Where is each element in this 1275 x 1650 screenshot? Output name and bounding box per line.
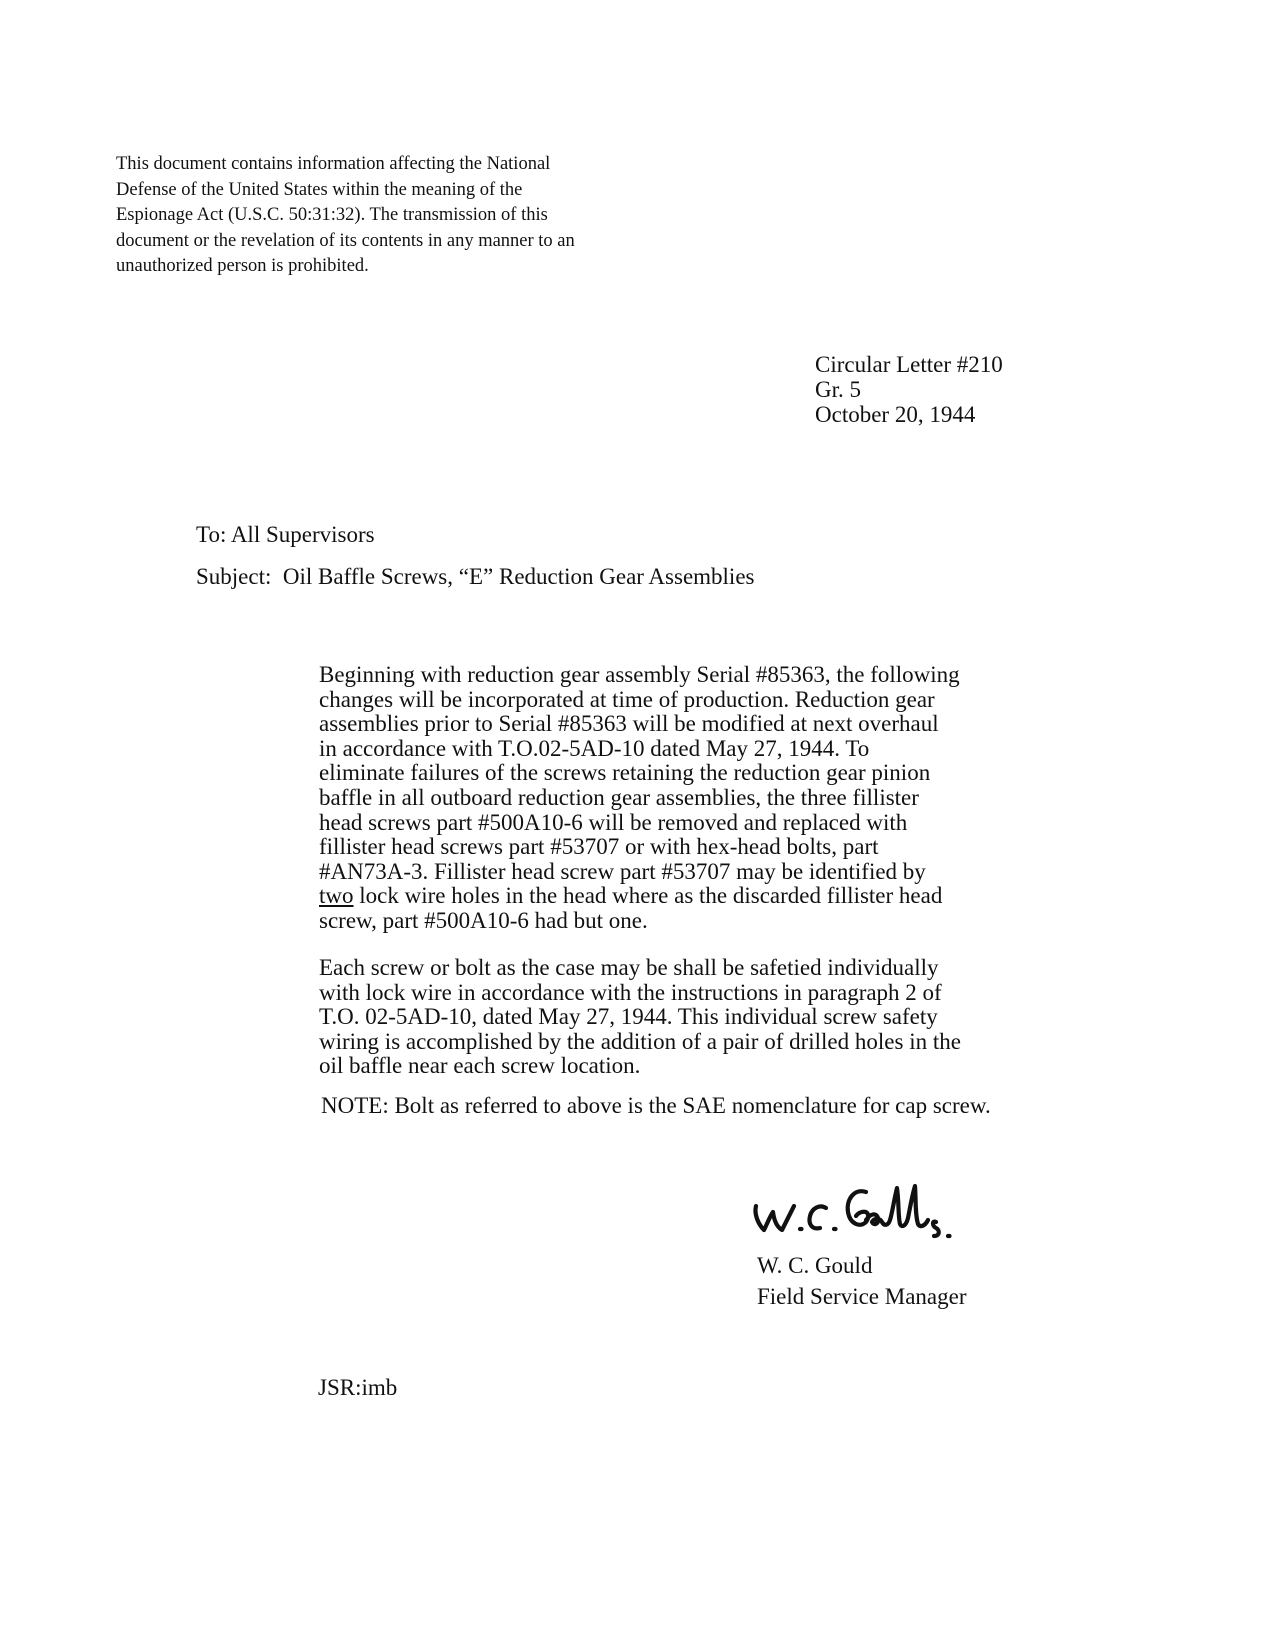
note-text: NOTE: Bolt as referred to above is the SAE nomenclature for cap screw. <box>321 1093 991 1118</box>
notice-line: document or the revelation of its contents in any manner to an <box>116 230 575 251</box>
paragraph-line: fillister head screws part #53707 or with hex-head bolts, part <box>319 834 879 860</box>
paragraph-line: Each screw or bolt as the case may be shall be safetied individually <box>319 955 939 980</box>
body-paragraph-1 <box>319 663 960 934</box>
notice-line: unauthorized person is prohibited. <box>116 256 369 276</box>
reference-block <box>815 352 1003 427</box>
notice-line: This document contains information affecting the National <box>116 154 551 174</box>
security-notice <box>116 152 636 280</box>
typist-initials: JSR:imb <box>318 1375 398 1400</box>
signer-title: Field Service Manager <box>757 1284 967 1309</box>
paragraph-line <box>319 884 960 909</box>
paragraph-line: baffle in all outboard reduction gear assemblies, the three fillister <box>319 784 919 810</box>
underlined-word: two <box>319 883 354 909</box>
circular-letter-number: Circular Letter #210 <box>815 352 1003 377</box>
paragraph-line: oil baffle near each screw location. <box>319 1053 641 1079</box>
paragraph-line: changes will be incorporated at time of production. Reduction gear <box>319 686 935 712</box>
paragraph-line: Beginning with reduction gear assembly Serial #85363, the following <box>319 662 960 687</box>
letter-date: October 20, 1944 <box>815 402 976 427</box>
handwritten-signature <box>748 1178 978 1248</box>
subject-line <box>196 563 754 591</box>
paragraph-line: assemblies prior to Serial #85363 will be modified at next overhaul <box>319 711 939 737</box>
paragraph-line: in accordance with T.O.02-5AD-10 dated May 27, 1944. To <box>319 735 870 761</box>
to-line: To: All Supervisors <box>196 522 375 547</box>
body-paragraph-2 <box>319 956 961 1079</box>
paragraph-line: T.O. 02-5AD-10, dated May 27, 1944. This individual screw safety <box>319 1004 938 1030</box>
signer-name: W. C. Gould <box>757 1253 873 1278</box>
subject-label: Subject: <box>196 564 272 589</box>
notice-line: Espionage Act (U.S.C. 50:31:32). The transmission of this <box>116 205 548 225</box>
subject-text: Oil Baffle Screws, “E” Reduction Gear Assemblies <box>282 564 755 589</box>
paragraph-line: wiring is accomplished by the addition of a pair of drilled holes in the <box>319 1028 961 1054</box>
notice-line: Defense of the United States within the meaning of the <box>116 179 523 200</box>
paragraph-line: eliminate failures of the screws retaining the reduction gear pinion <box>319 760 931 786</box>
paragraph-line: with lock wire in accordance with the instructions in paragraph 2 of <box>319 979 942 1005</box>
signature-block <box>757 1250 966 1312</box>
paragraph-line: head screws part #500A10-6 will be removed and replaced with <box>319 809 908 835</box>
paragraph-line: #AN73A-3. Fillister head screw part #53707 may be identified by <box>319 858 926 884</box>
line-continuation: lock wire holes in the head where as the discarded fillister head <box>353 883 943 909</box>
paragraph-line: screw, part #500A10-6 had but one. <box>319 907 648 933</box>
group-number: Gr. 5 <box>815 377 861 402</box>
